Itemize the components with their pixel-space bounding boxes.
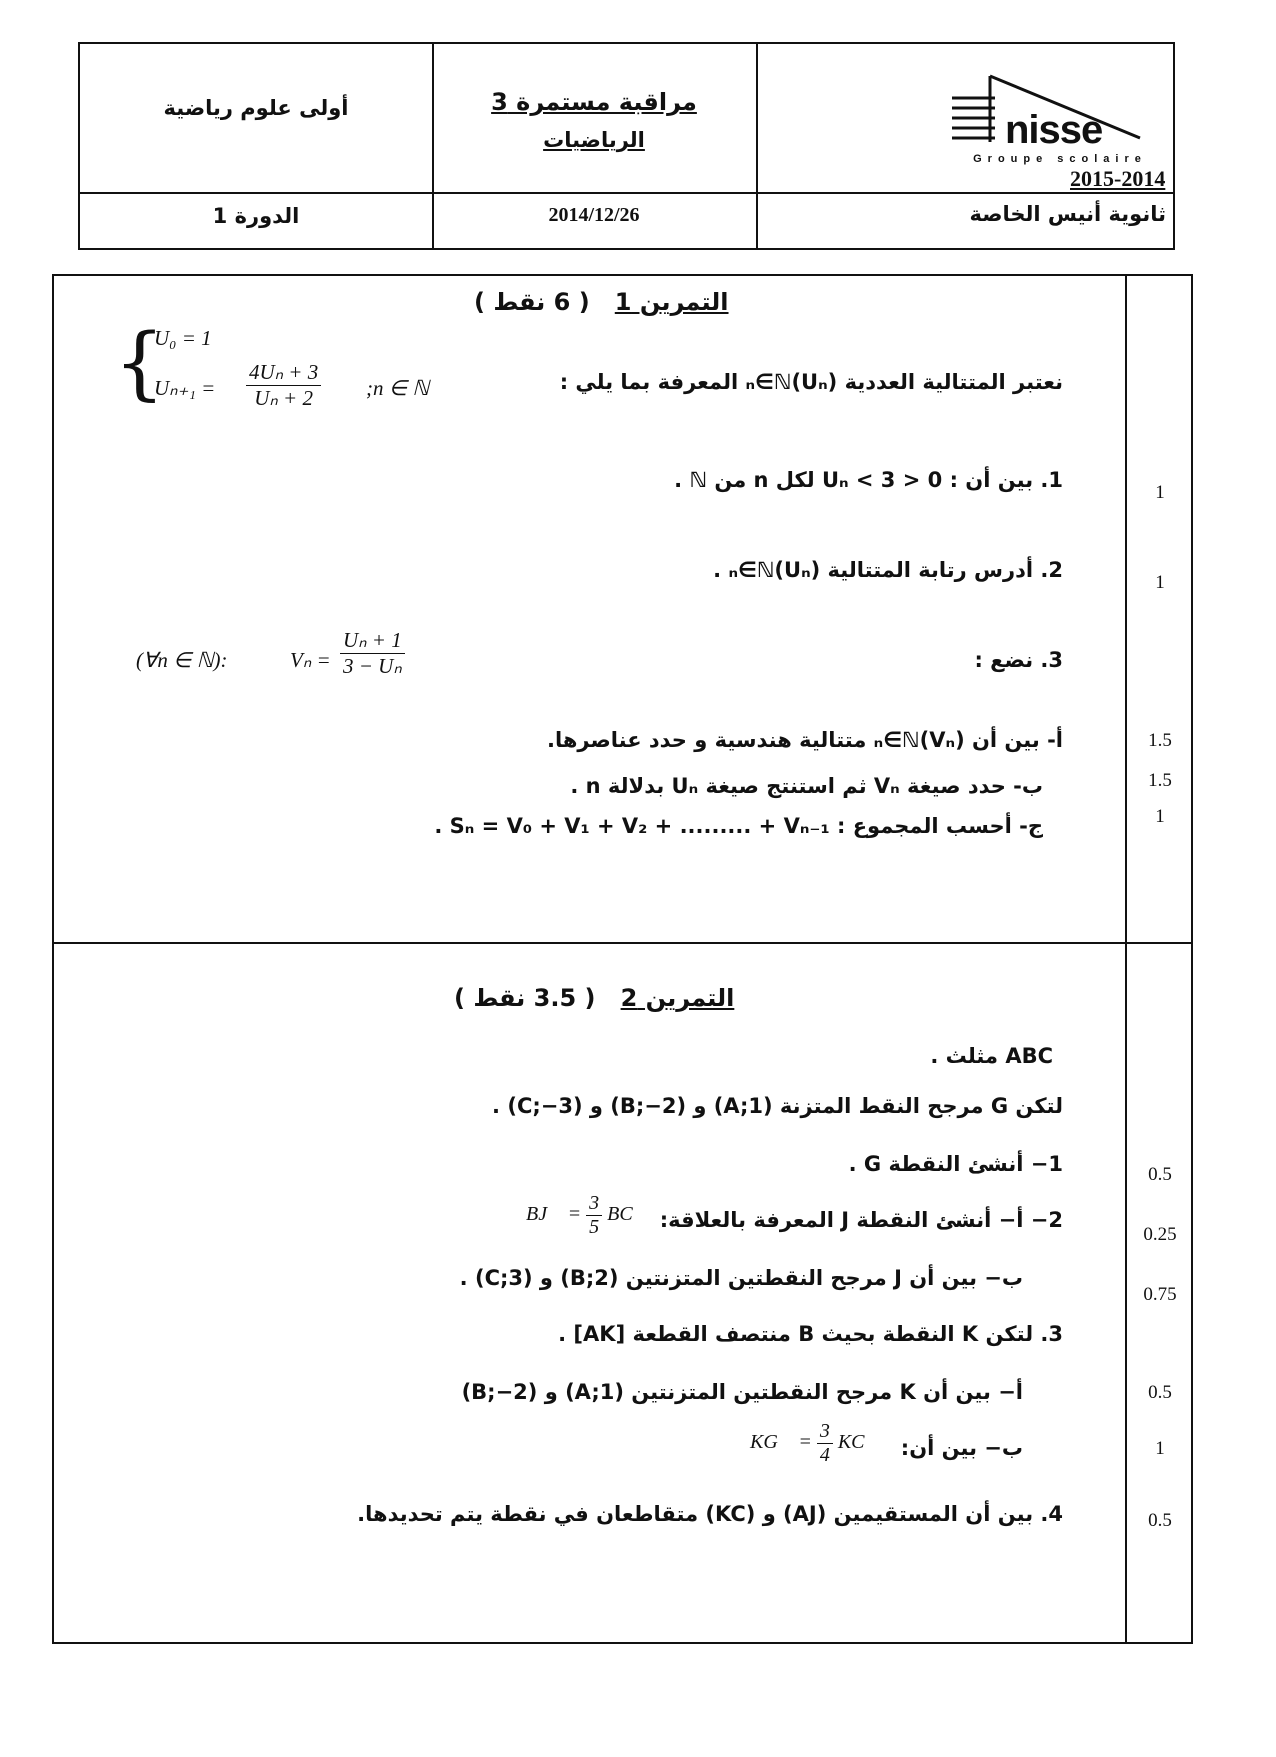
ex2-question-3b: ب− بين أن: <box>900 1436 1023 1460</box>
kg-relation: KG⃗ = $\frac{3}{4}$ KC⃗ <box>750 1420 881 1466</box>
subject-label: الرياضيات <box>543 128 645 152</box>
ex2-title: التمرين 2 <box>620 984 735 1012</box>
exercise-divider <box>54 942 1191 944</box>
ex1-question-2: 2. أدرس رتابة المتتالية (Uₙ)ₙ∈ℕ . <box>713 558 1063 582</box>
marks-column-divider <box>1125 276 1127 1642</box>
vn-fraction: $\frac{\text{Uₙ + 1}}{\text{3 − Uₙ}}$ <box>340 628 405 679</box>
ex1-title: التمرين 1 <box>614 288 729 316</box>
level-label: أولى علوم رياضية <box>163 96 349 120</box>
logo-subtext: Groupe scolaire <box>973 153 1147 165</box>
session-label: الدورة 1 <box>212 204 300 228</box>
bj-relation: BJ⃗ = $\frac{3}{5}$ BC⃗ <box>526 1192 649 1238</box>
header-table <box>78 42 1175 250</box>
mark-ex1-q3b: 1.5 <box>1148 770 1172 791</box>
school-name: ثانوية أنيس الخاصة <box>969 202 1166 226</box>
ex2-question-4: 4. بين أن المستقيمين (AJ) و (KC) متقاطعان في نقطة يتم تحديدها. <box>357 1502 1063 1526</box>
u0-definition: U₀ = 1 <box>154 326 212 350</box>
ex2-intro-1: ABC مثلث . <box>930 1044 1053 1068</box>
exam-date: 2014/12/26 <box>548 204 640 226</box>
mark-ex2-q3b: 1 <box>1155 1438 1165 1459</box>
ex1-points: ( 6 نقط ) <box>474 288 590 316</box>
vn-lhs: Vₙ = <box>290 648 331 672</box>
exam-content-box <box>52 274 1193 1644</box>
mark-ex2-q1: 0.5 <box>1148 1164 1172 1185</box>
mark-ex2-q3a: 0.5 <box>1148 1382 1172 1403</box>
logo-text: nisse <box>1005 108 1103 152</box>
school-year: 2015-2014 <box>1070 166 1166 191</box>
mark-ex2-q2a: 0.25 <box>1143 1224 1177 1245</box>
ex1-question-3b: ب- حدد صيغة Vₙ ثم استنتج صيغة Uₙ بدلالة n . <box>570 774 1043 798</box>
recurrence-fraction: $\frac{\text{4Uₙ + 3}}{\text{Uₙ + 2}}$ <box>246 360 321 411</box>
ex2-question-2a: 2− أ− أنشئ النقطة J المعرفة بالعلاقة: <box>659 1208 1063 1232</box>
mark-ex2-q4: 0.5 <box>1148 1510 1172 1531</box>
recurrence-condition: ;n ∈ ℕ <box>366 376 430 400</box>
school-logo <box>950 68 1170 168</box>
mark-ex2-q2b: 0.75 <box>1143 1284 1177 1305</box>
vn-condition: (∀n ∈ ℕ): <box>136 648 228 672</box>
ex1-question-1: 1. بين أن : 0 < Uₙ < 3 لكل n من ℕ . <box>674 468 1063 492</box>
mark-ex1-q3c: 1 <box>1155 806 1165 827</box>
ex1-intro: نعتبر المتتالية العددية (Uₙ)ₙ∈ℕ المعرفة بما يلي : <box>559 370 1063 394</box>
ex2-points: ( 3.5 نقط ) <box>454 984 596 1012</box>
mark-ex1-q1: 1 <box>1155 482 1165 503</box>
ex1-heading <box>474 288 729 316</box>
exam-title: مراقبة مستمرة 3 <box>491 88 697 116</box>
sequence-definition: { U₀ = 1 Uₙ₊₁ = $\frac{\text{4Uₙ + 3}}{\text{Uₙ + 2}}$ ;n ∈ ℕ <box>114 316 430 410</box>
ex2-intro-2: لتكن G مرجح النقط المتزنة (A;1) و (B;−2) و (C;−3) . <box>492 1094 1063 1118</box>
ex2-question-3: 3. لتكن K النقطة بحيث B منتصف القطعة [AK] . <box>558 1322 1063 1346</box>
mark-ex1-q3a: 1.5 <box>1148 730 1172 751</box>
ex1-question-3: 3. نضع : <box>974 648 1063 672</box>
ex2-question-3a: أ− بين أن K مرجح النقطتين المتزنتين (A;1) و (B;−2) <box>461 1380 1023 1404</box>
ex2-question-2b: ب− بين أن J مرجح النقطتين المتزنتين (B;2) و (C;3) . <box>459 1266 1023 1290</box>
ex2-question-1: 1− أنشئ النقطة G . <box>848 1152 1063 1176</box>
ex2-heading <box>454 984 734 1012</box>
header-divider <box>80 192 1173 194</box>
ex1-question-3a: أ- بين أن (Vₙ)ₙ∈ℕ متتالية هندسية و حدد عناصرها. <box>546 728 1063 752</box>
mark-ex1-q2: 1 <box>1155 572 1165 593</box>
recurrence-lhs: Uₙ₊₁ = <box>154 376 216 400</box>
ex1-question-3c: ج- أحسب المجموع : Sₙ = V₀ + V₁ + V₂ + ......... + Vₙ₋₁ . <box>434 814 1043 838</box>
